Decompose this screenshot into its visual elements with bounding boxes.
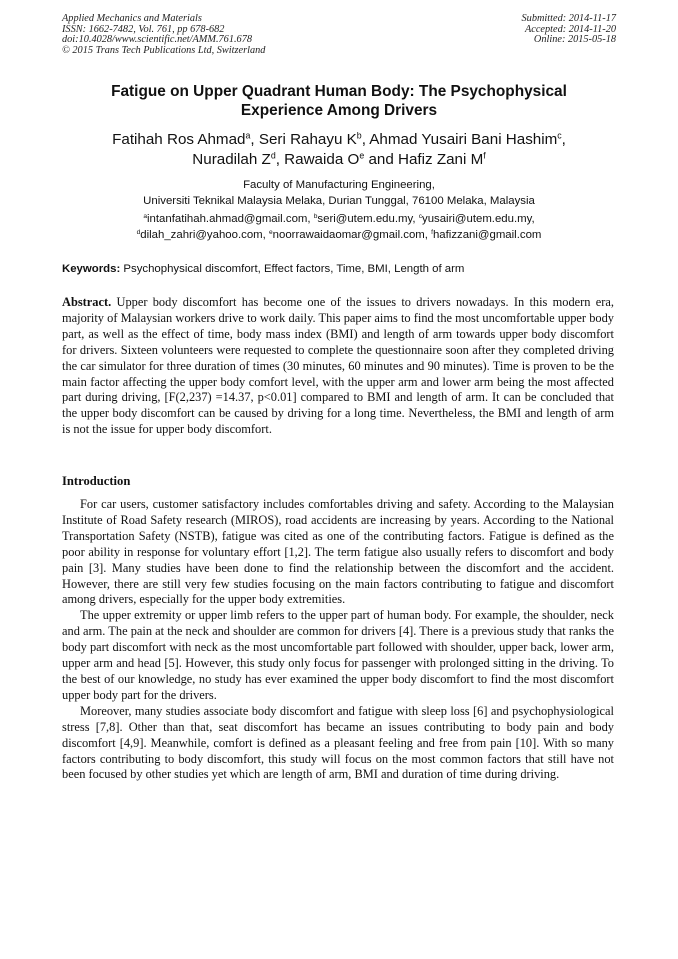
email: $^e$noorrawaidaomar@gmail.com <box>268 229 425 241</box>
journal-name: Applied Mechanics and Materials <box>62 13 202 24</box>
email: $^f$hafizzani@gmail.com <box>431 229 542 241</box>
author-emails: $^a$intanfatihah.ahmad@gmail.com, $^b$seri@utem.edu.my, $^c$yusairi@utem.edu.my, $^d$dilah_zahri@yahoo.com, $^e$noorrawaidaomar@gmail.com, $^f$hafizzani@gmail.com <box>136 213 542 241</box>
keywords-label: Keywords: <box>62 263 121 275</box>
author: Hafiz Zani $M^f$ <box>398 150 486 168</box>
author: Seri Rahayu $K^b$ <box>258 130 362 148</box>
affiliation-faculty: Faculty of Manufacturing Engineering, <box>243 179 435 191</box>
introduction-body <box>62 497 614 783</box>
paragraph: For car users, customer satisfactory includes comfortables driving and safety. According to the Malaysian Institute of Road Safety research (MIROS), road accidents are increasing by years. According to the National Transportation Safety (NSTB), fatigue was cited as one of the contributing factors. Fatigue is defined as the poor ability in response for voluntary effort [1,2]. The term fatigue also usually refers to discomfort and body pain [3]. Many studies have been done to find the relationship between the discomfort and the accident. However, there are still very few studies focusing on the main factors contributing to fatigue and discomfort among drivers, especially for the upper body extremities. <box>62 497 614 607</box>
email: $^b$seri@utem.edu.my <box>313 213 413 225</box>
copyright: © 2015 Trans Tech Publications Ltd, Switzerland <box>62 44 266 56</box>
paragraph: The upper extremity or upper limb refers to the upper part of human body. For example, the shoulder, neck and arm. The pain at the neck and shoulder are common for drivers [4]. There is a previous study that ranks the body part discomfort with neck as the most uncomfortable part followed with shoulder, upper back, lower arm, upper arm and head [5]. However, this study only focus for passenger with prolonged sitting in the driving. To the best of our knowledge, no study has ever examined the upper body discomfort to find the most discomfort upper body part for the drivers. <box>62 608 614 702</box>
abstract-text: Upper body discomfort has become one of the issues to drivers nowadays. In this modern era, majority of Malaysian workers drive to work daily. This paper aims to find the most uncomfortable upper body part, as well as the effect of time, body mass index (BMI) and length of arm towards upper body discomfort for drivers. Sixteen volunteers were requested to complete the questionnaire soon after they completed driving the car simulator for three duration of times (30 minutes, 60 minutes and 90 minutes). Time is proven to be the main factor affecting the upper body comfort level, with the upper arm and lower arm being the most affected part during driving, [F(2,237) =14.37, p<0.01] compared to BMI and length of arm. It can be concluded that the upper body discomfort can be caused by driving for a long time. Nevertheless, the BMI and length of arm is not the issue for upper body discomfort. <box>62 295 614 437</box>
paper-title: Fatigue on Upper Quadrant Human Body: The Psychophysical Experience Among Drivers <box>111 83 567 119</box>
author: Fatihah Ros Ahmad$^a$ <box>112 130 251 148</box>
email: $^c$yusairi@utem.edu.my <box>418 213 532 225</box>
abstract <box>62 295 614 438</box>
submitted-date: Submitted: 2014-11-17 <box>521 13 616 24</box>
journal-header-left <box>62 14 265 56</box>
author: Rawaida $O^e$ <box>284 150 365 168</box>
abstract-label: Abstract. <box>62 295 112 309</box>
email: $^a$intanfatihah.ahmad@gmail.com <box>143 213 308 225</box>
affiliation-university: Universiti Teknikal Malaysia Melaka, Durian Tunggal, 76100 Melaka, Malaysia <box>143 195 535 207</box>
issn-volume: ISSN: 1662-7482, Vol. 761, pp 678-682 <box>62 23 225 35</box>
doi: doi:10.4028/www.scientific.net/AMM.761.678 <box>62 34 252 46</box>
paragraph: Moreover, many studies associate body discomfort and fatigue with sleep loss [6] and psychophysiological stress [7,8]. Other than that, seat discomfort has became an issues contributing to body pain and body discomfort [4,9]. Meanwhile, comfort is defined as a pleasant feeling and free from pain [10]. With so many factors contributing to body discomfort, this study will focus on the most common factors that still have not been focused by other studies yet which are length of arm, BMI and duration of time during driving. <box>62 703 614 782</box>
journal-header-right <box>522 14 616 46</box>
keywords <box>62 261 618 277</box>
author: Ahmad Yusairi Bani Hashim$^c$ <box>369 130 562 148</box>
section-heading-introduction: Introduction <box>62 474 131 488</box>
author-list: Fatihah Ros Ahmad$^a$, Seri Rahayu $K^b$, Ahmad Yusairi Bani Hashim$^c$, Nuradilah $Z^d$, Rawaida $O^e$ and Hafiz Zani $M^f$ <box>112 130 566 168</box>
affiliation <box>60 177 618 209</box>
accepted-date: Accepted: 2014-11-20 <box>524 23 616 35</box>
keywords-text: Psychophysical discomfort, Effect factors, Time, BMI, Length of arm <box>123 263 465 275</box>
online-date: Online: 2015-05-18 <box>533 34 616 46</box>
author: Nuradilah $Z^d$ <box>192 150 276 168</box>
email: $^d$dilah_zahri@yahoo.com <box>136 229 263 241</box>
